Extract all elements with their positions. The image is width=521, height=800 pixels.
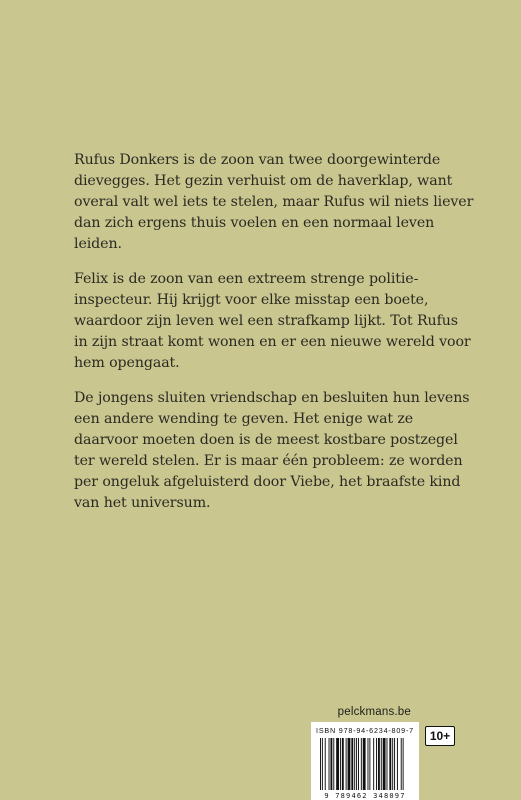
barcode-digits: 9 789462 348097 — [313, 792, 417, 800]
blurb-paragraph-rufus: Rufus Donkers is de zoon van twee doorgewinterde dievegges. Het gezin verhuist om de haverklap, want overal valt wel iets te stelen, maar Rufus wil niets liever dan zich ergens thuis voelen en een normaal leven leiden. — [74, 152, 474, 252]
barcode-panel — [311, 722, 419, 800]
age-rating-badge: 10+ — [425, 726, 455, 746]
blurb-paragraph-felix: Felix is de zoon van een extreem strenge politie-inspecteur. Hij krijgt voor elke misstap een boete, waardoor zijn leven wel een strafkamp lijkt. Tot Rufus in zijn straat komt wonen en er een nieuwe wereld voor hem opengaat. — [74, 271, 471, 371]
isbn-label: ISBN 978-94-6234-809-7 — [316, 726, 414, 735]
back-cover-blurb — [74, 150, 474, 528]
blurb-paragraph-plot: De jongens sluiten vriendschap en besluiten hun levens een andere wending te geven. Het enige wat ze daarvoor moeten doen is de meest kostbare postzegel ter wereld stelen. Er is maar één probleem: ze worden per ongeluk afgeluisterd door Viebe, het braafste kind van het universum. — [74, 390, 470, 511]
publisher-website: pelckmans.be — [337, 706, 411, 718]
barcode-icon — [319, 738, 411, 790]
